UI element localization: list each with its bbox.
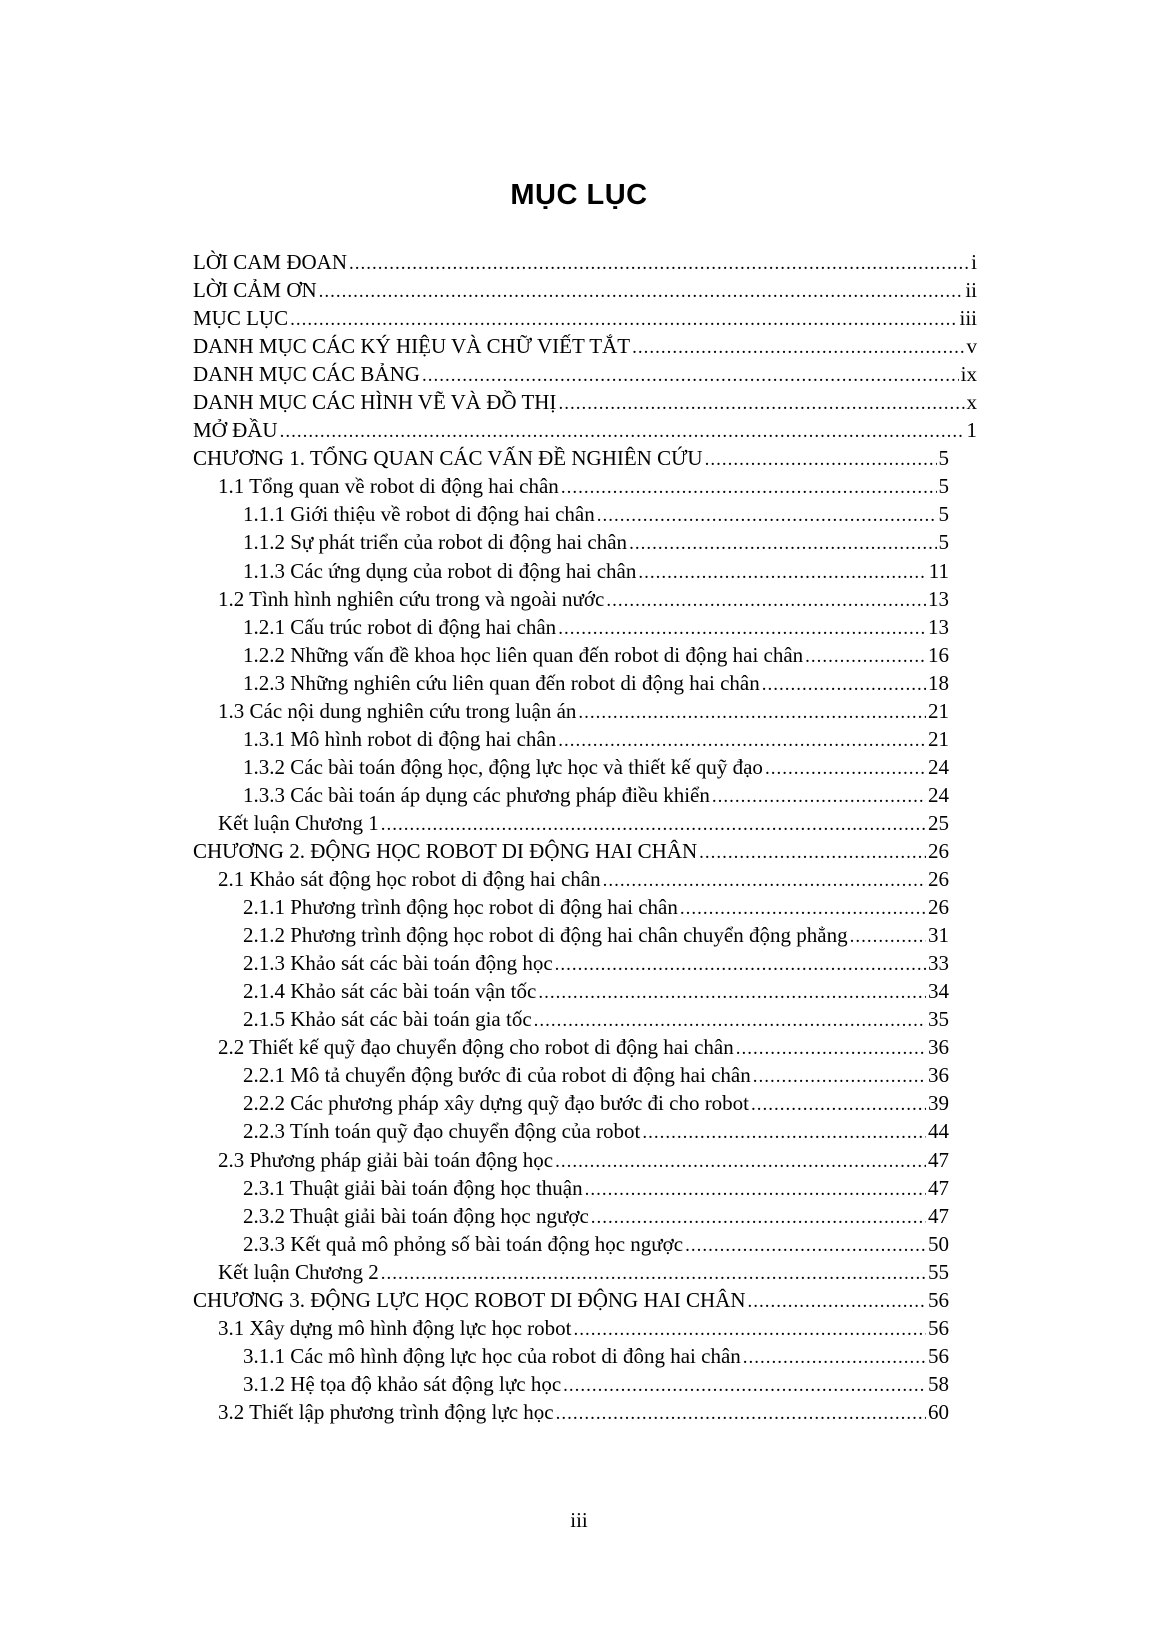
toc-entry: [193, 1370, 977, 1398]
toc-entry-label: 2.3.2 Thuật giải bài toán động học ngược: [243, 1203, 589, 1228]
toc-entry-page: 1: [966, 418, 977, 443]
toc-dot-leader: [685, 1232, 926, 1260]
toc-entry: [193, 1005, 977, 1033]
toc-entry-label: 2.3.3 Kết quả mô phỏng số bài toán động học ngược: [243, 1231, 684, 1256]
toc-entry: [193, 1033, 977, 1061]
toc-entry-page: 56: [928, 1315, 949, 1340]
toc-dot-leader: [632, 334, 964, 362]
toc-entry-page: 25: [928, 810, 949, 835]
toc-entry: [193, 753, 977, 781]
toc-entry-label: CHƯƠNG 1. TỔNG QUAN CÁC VẤN ĐỀ NGHIÊN CỨU: [193, 446, 703, 471]
toc-entry: [193, 472, 977, 500]
toc-entry: [193, 1286, 977, 1314]
toc-entry-page: iii: [959, 306, 977, 331]
toc-entry-label: 1.3.2 Các bài toán động học, động lực học và thiết kế quỹ đạo: [243, 754, 763, 779]
toc-entry-label: 2.1.3 Khảo sát các bài toán động học: [243, 951, 553, 976]
toc-entry: [193, 1061, 977, 1089]
toc-entry: [193, 388, 977, 416]
toc-entry: [193, 332, 977, 360]
toc-entry-page: 33: [928, 951, 949, 976]
toc-dot-leader: [712, 783, 926, 811]
toc-entry-label: Kết luận Chương 1: [218, 810, 379, 835]
toc-entry-page: 55: [928, 1259, 949, 1284]
toc-dot-leader: [563, 1372, 926, 1400]
toc-dot-leader: [805, 643, 926, 671]
toc-dot-leader: [638, 559, 926, 587]
toc-entry: [193, 893, 977, 921]
toc-entry-label: 2.1.5 Khảo sát các bài toán gia tốc: [243, 1007, 532, 1032]
toc-dot-leader: [765, 755, 926, 783]
toc-entry-page: 13: [928, 614, 949, 639]
toc-entry: [193, 697, 977, 725]
toc-entry-label: 1.1.2 Sự phát triển của robot di động hai chân: [243, 530, 628, 555]
toc-entry-label: 1.3 Các nội dung nghiên cứu trong luận án: [218, 698, 577, 723]
toc-entry: [193, 837, 977, 865]
toc-entry-page: 36: [928, 1063, 949, 1088]
toc-entry-page: 35: [928, 1007, 949, 1032]
toc-dot-leader: [558, 390, 964, 418]
toc-entry-label: 2.1 Khảo sát động học robot di động hai chân: [218, 867, 601, 892]
toc-entry: [193, 444, 977, 472]
toc-entry-page: 5: [938, 502, 949, 527]
toc-entry: [193, 500, 977, 528]
toc-entry-label: 1.1.3 Các ứng dụng của robot di động hai chân: [243, 558, 637, 583]
toc-entry: [193, 557, 977, 585]
toc-dot-leader: [762, 671, 926, 699]
toc-entry-label: 2.1.2 Phương trình động học robot di động hai chân chuyển động phẳng: [243, 923, 848, 948]
toc-entry-page: 56: [928, 1287, 949, 1312]
toc-entry-label: 2.3.1 Thuật giải bài toán động học thuận: [243, 1175, 583, 1200]
toc-entry: [193, 865, 977, 893]
toc-dot-leader: [538, 979, 926, 1007]
toc-entry-label: MỞ ĐẦU: [193, 418, 278, 443]
toc-entry-label: CHƯƠNG 2. ĐỘNG HỌC ROBOT DI ĐỘNG HAI CHÂN: [193, 838, 698, 863]
toc-entry: [193, 360, 977, 388]
toc-entry-page: 24: [928, 754, 949, 779]
toc-entry-label: 2.1.1 Phương trình động học robot di động hai chân: [243, 895, 678, 920]
toc-entry-label: 1.2.3 Những nghiên cứu liên quan đến robot di động hai chân: [243, 670, 760, 695]
toc-dot-leader: [680, 895, 926, 923]
toc-entry: [193, 585, 977, 613]
toc-entry-label: 1.1 Tổng quan về robot di động hai chân: [218, 474, 559, 499]
toc-entry-label: 1.3.1 Mô hình robot di động hai chân: [243, 726, 557, 751]
toc-entry: [193, 1398, 977, 1426]
toc-entry-page: v: [966, 334, 977, 359]
toc-entry-page: 11: [928, 558, 949, 583]
toc-entry-page: 44: [928, 1119, 949, 1144]
toc-entry-page: 39: [928, 1091, 949, 1116]
toc-dot-leader: [573, 1316, 926, 1344]
toc-entry: [193, 1174, 977, 1202]
toc-entry-label: DANH MỤC CÁC BẢNG: [193, 362, 420, 387]
toc-dot-leader: [381, 811, 926, 839]
toc-entry-label: 3.1.2 Hệ tọa độ khảo sát động lực học: [243, 1371, 562, 1396]
toc-entry: [193, 781, 977, 809]
toc-entry-label: DANH MỤC CÁC HÌNH VẼ VÀ ĐỒ THỊ: [193, 390, 557, 415]
toc-entry-page: 26: [928, 838, 949, 863]
toc-dot-leader: [753, 1063, 926, 1091]
toc-dot-leader: [606, 587, 926, 615]
footer-page-number: iii: [570, 1508, 588, 1532]
toc-entry: [193, 1117, 977, 1145]
toc-entry: [193, 276, 977, 304]
toc-entry-label: LỜI CẢM ƠN: [193, 278, 317, 303]
toc-dot-leader: [558, 615, 926, 643]
toc-dot-leader: [699, 839, 926, 867]
toc-dot-leader: [850, 923, 926, 951]
toc-dot-leader: [290, 306, 957, 334]
toc-entry-page: 47: [928, 1175, 949, 1200]
toc-dot-leader: [603, 867, 926, 895]
toc-entry: [193, 725, 977, 753]
toc-entry-page: 34: [928, 979, 949, 1004]
toc-entry-page: 26: [928, 895, 949, 920]
toc-dot-leader: [748, 1288, 926, 1316]
page-title: MỤC LỤC: [510, 179, 648, 212]
toc-entry-page: 21: [928, 726, 949, 751]
toc-entry-label: LỜI CAM ĐOAN: [193, 250, 347, 274]
toc-entry-page: 31: [928, 923, 949, 948]
toc-dot-leader: [585, 1176, 926, 1204]
toc-entry-page: 5: [938, 474, 949, 499]
toc-entry: [193, 1258, 977, 1286]
toc-entry-page: 18: [928, 670, 949, 695]
toc-entry-label: 3.1.1 Các mô hình động lực học của robot di đông hai chân: [243, 1343, 741, 1368]
toc-entry-label: 2.2.2 Các phương pháp xây dựng quỹ đạo bước đi cho robot: [243, 1091, 750, 1116]
toc-entry-label: 1.3.3 Các bài toán áp dụng các phương pháp điều khiển: [243, 782, 710, 807]
toc-entry-label: 2.2.3 Tính toán quỹ đạo chuyển động của robot: [243, 1119, 641, 1144]
toc-entry-label: 3.2 Thiết lập phương trình động lực học: [218, 1399, 554, 1424]
toc-entry: [193, 1089, 977, 1117]
toc-entry-label: 2.3 Phương pháp giải bài toán động học: [218, 1147, 554, 1172]
toc-dot-leader: [555, 1148, 926, 1176]
toc-entry-page: 21: [928, 698, 949, 723]
toc-entry: [193, 1342, 977, 1370]
toc-dot-leader: [743, 1344, 926, 1372]
toc-entry: [193, 949, 977, 977]
toc-dot-leader: [578, 699, 926, 727]
toc-entry-page: 5: [938, 446, 949, 471]
toc-dot-leader: [534, 1007, 926, 1035]
toc-dot-leader: [422, 362, 959, 390]
toc-entry-label: Kết luận Chương 2: [218, 1259, 379, 1284]
toc-entry-page: 58: [928, 1371, 949, 1396]
toc-entry: [193, 1146, 977, 1174]
toc-dot-leader: [555, 951, 926, 979]
toc-entry-label: DANH MỤC CÁC KÝ HIỆU VÀ CHỮ VIẾT TẮT: [193, 334, 631, 359]
toc-entry-page: 47: [928, 1203, 949, 1228]
toc-entry: [193, 1230, 977, 1258]
toc-entry: [193, 1314, 977, 1342]
toc-entry-page: 60: [928, 1399, 949, 1424]
toc-dot-leader: [349, 250, 969, 278]
toc-dot-leader: [561, 474, 937, 502]
toc-entry: [193, 809, 977, 837]
toc-entry-label: 2.2 Thiết kế quỹ đạo chuyển động cho robot di động hai chân: [218, 1035, 734, 1060]
toc-entry-label: MỤC LỤC: [193, 306, 289, 331]
toc-entry: [193, 1202, 977, 1230]
toc-entry-label: 3.1 Xây dựng mô hình động lực học robot: [218, 1315, 572, 1340]
toc-entry-label: 1.2.2 Những vấn đề khoa học liên quan đến robot di động hai chân: [243, 642, 804, 667]
toc-dot-leader: [736, 1035, 926, 1063]
toc-entry-label: 1.2.1 Cấu trúc robot di động hai chân: [243, 614, 557, 639]
toc-entry-page: ii: [965, 278, 977, 303]
toc-entry: [193, 248, 977, 276]
toc-entry-page: 16: [928, 642, 949, 667]
toc-entry-page: x: [966, 390, 977, 415]
toc-entry: [193, 921, 977, 949]
toc-entry-page: 56: [928, 1343, 949, 1368]
toc-dot-leader: [705, 446, 937, 474]
toc-dot-leader: [280, 418, 965, 446]
toc-dot-leader: [642, 1119, 926, 1147]
toc-entry-page: 50: [928, 1231, 949, 1256]
toc-entry-label: 2.1.4 Khảo sát các bài toán vận tốc: [243, 979, 537, 1004]
toc-entry-label: 1.1.1 Giới thiệu về robot di động hai chân: [243, 502, 595, 527]
toc-dot-leader: [597, 502, 937, 530]
toc-entry-label: 2.2.1 Mô tả chuyển động bước đi của robot di động hai chân: [243, 1063, 751, 1088]
toc-entry: [193, 416, 977, 444]
toc-entry-page: i: [971, 250, 977, 274]
toc-dot-leader: [751, 1091, 926, 1119]
toc-dot-leader: [558, 727, 926, 755]
toc-entry: [193, 669, 977, 697]
table-of-contents: [193, 248, 977, 1426]
toc-dot-leader: [591, 1204, 926, 1232]
toc-entry-page: 26: [928, 867, 949, 892]
toc-dot-leader: [319, 278, 964, 306]
toc-entry-page: 13: [928, 586, 949, 611]
toc-dot-leader: [629, 530, 936, 558]
toc-entry-page: 24: [928, 782, 949, 807]
toc-entry: [193, 613, 977, 641]
toc-entry-label: 1.2 Tình hình nghiên cứu trong và ngoài nước: [218, 586, 605, 611]
toc-dot-leader: [556, 1400, 926, 1428]
toc-entry-page: 47: [928, 1147, 949, 1172]
toc-entry: [193, 641, 977, 669]
toc-entry-label: CHƯƠNG 3. ĐỘNG LỰC HỌC ROBOT DI ĐỘNG HAI CHÂN: [193, 1287, 746, 1312]
toc-dot-leader: [381, 1260, 926, 1288]
toc-entry: [193, 977, 977, 1005]
toc-entry: [193, 528, 977, 556]
toc-entry: [193, 304, 977, 332]
toc-entry-page: ix: [960, 362, 977, 387]
toc-entry-page: 36: [928, 1035, 949, 1060]
toc-entry-page: 5: [938, 530, 949, 555]
